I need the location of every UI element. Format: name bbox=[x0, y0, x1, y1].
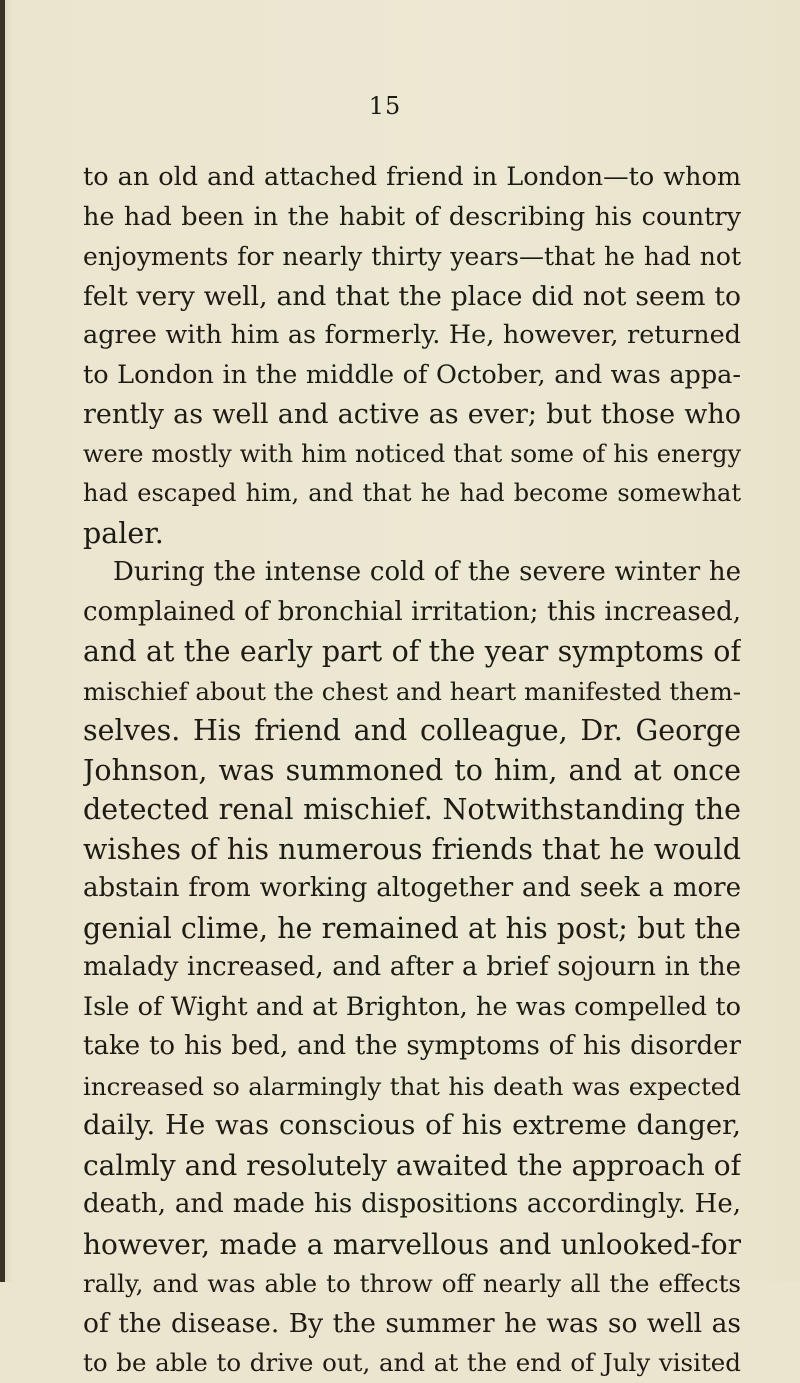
text-line: increased so alarmingly that his death was expected bbox=[83, 1071, 741, 1101]
body-text bbox=[83, 158, 741, 1383]
binding-edge bbox=[0, 0, 5, 1282]
text-line: abstain from working altogether and seek a more bbox=[83, 873, 741, 903]
paragraph-end-line: paler. bbox=[83, 516, 164, 550]
text-line: detected renal mischief. Notwithstanding the bbox=[83, 793, 741, 826]
text-line: agree with him as formerly. He, however, returned bbox=[83, 320, 741, 350]
text-line: to London in the middle of October, and was appa- bbox=[83, 359, 741, 390]
text-line: had escaped him, and that he had become somewhat bbox=[83, 479, 741, 507]
text-line: rently as well and active as ever; but those who bbox=[83, 399, 741, 430]
text-line: selves. His friend and colleague, Dr. George bbox=[83, 714, 741, 747]
text-line: to an old and attached friend in London—to whom bbox=[83, 162, 741, 192]
text-line: mischief about the chest and heart manifested them- bbox=[83, 676, 741, 706]
text-line: complained of bronchial irritation; this increased, bbox=[83, 596, 741, 627]
text-line: were mostly with him noticed that some of his energy bbox=[83, 439, 741, 468]
text-line: to be able to drive out, and at the end of July visited bbox=[83, 1348, 741, 1377]
text-line: calmly and resolutely awaited the approach of bbox=[83, 1148, 741, 1182]
text-line: genial clime, he remained at his post; but the bbox=[83, 911, 741, 945]
text-line: Johnson, was summoned to him, and at once bbox=[83, 753, 741, 787]
text-line: enjoyments for nearly thirty years—that he had not bbox=[83, 242, 741, 271]
page-number: 15 bbox=[368, 92, 402, 120]
text-line: he had been in the habit of describing his country bbox=[83, 201, 741, 232]
text-line: wishes of his numerous friends that he would bbox=[83, 832, 741, 866]
text-line: death, and made his dispositions accordingly. He, bbox=[83, 1189, 741, 1219]
text-line: however, made a marvellous and unlooked-for bbox=[83, 1227, 741, 1261]
text-line: and at the early part of the year symptoms of bbox=[83, 635, 741, 668]
text-line: of the disease. By the summer he was so well as bbox=[83, 1307, 741, 1339]
paragraph-start-line: During the intense cold of the severe winter he bbox=[113, 557, 741, 587]
text-line: rally, and was able to throw off nearly all the effects bbox=[83, 1269, 741, 1298]
text-line: felt very well, and that the place did not seem to bbox=[83, 280, 741, 312]
text-line: daily. He was conscious of his extreme danger, bbox=[83, 1109, 741, 1141]
text-line: take to his bed, and the symptoms of his disorder bbox=[83, 1031, 741, 1061]
text-line: Isle of Wight and at Brighton, he was compelled to bbox=[83, 991, 741, 1022]
text-line: malady increased, and after a brief sojourn in the bbox=[83, 952, 741, 982]
